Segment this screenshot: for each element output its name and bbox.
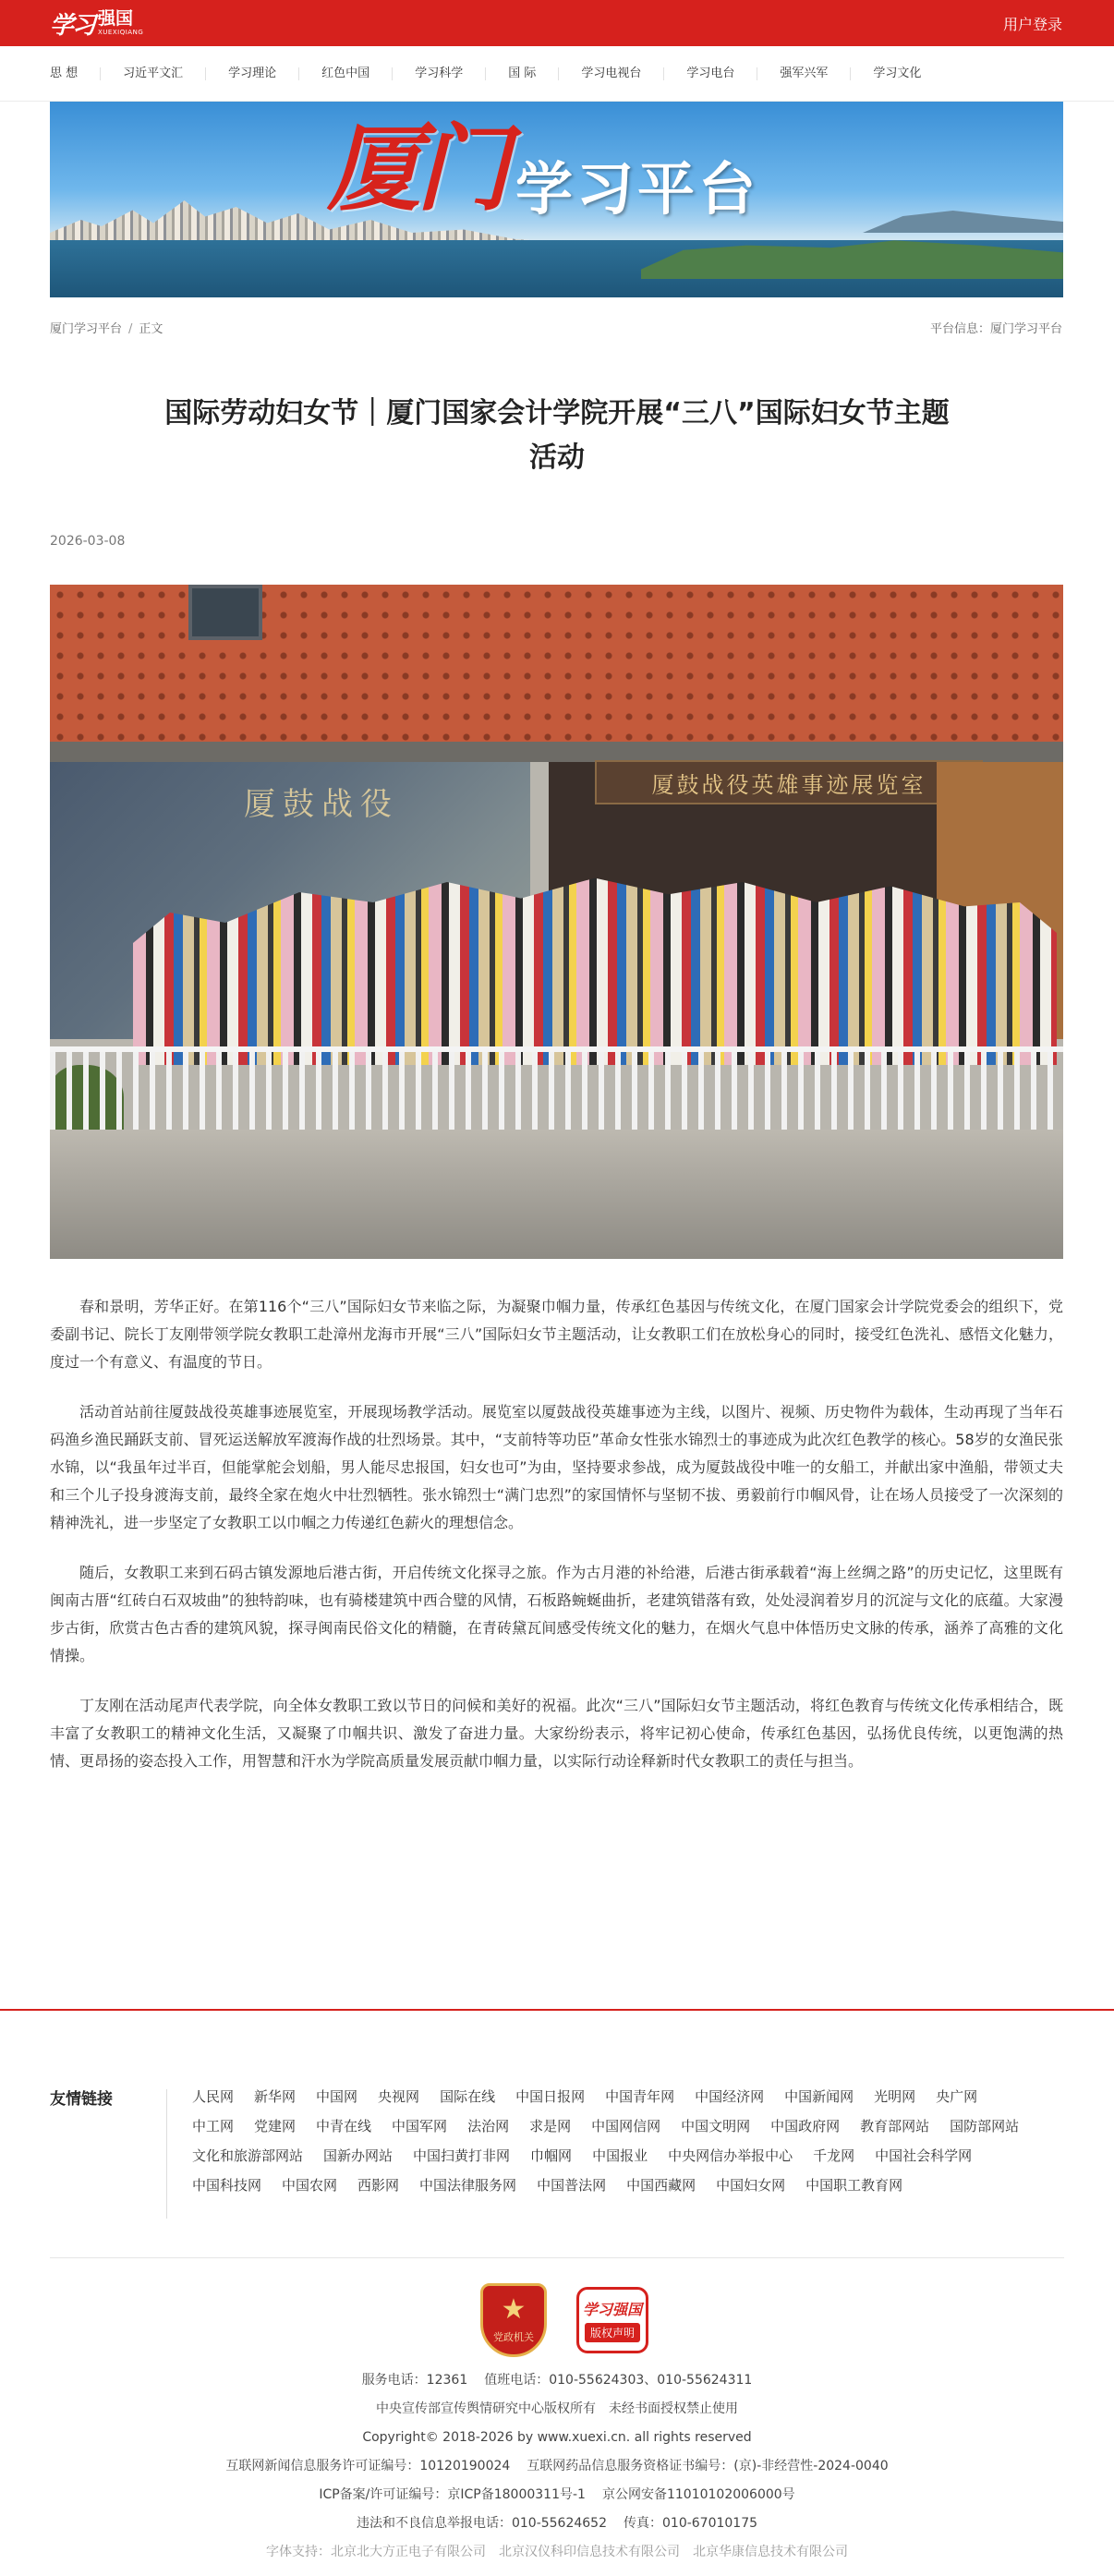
friend-link[interactable]: 光明网 bbox=[874, 2088, 916, 2105]
nav-item-military[interactable]: 强军兴军 bbox=[757, 67, 851, 80]
banner-title-platform: 学习平台 bbox=[515, 155, 760, 223]
article-date: 2026-03-08 bbox=[50, 534, 126, 549]
article-paragraph: 春和景明，芳华正好。在第116个“三八”国际妇女节来临之际，为凝聚巾帼力量，传承红色基因与传统文化，在厦门国家会计学院党委会的组织下，党委副书记、院长丁友刚带领学院女教职工赴漳州龙海市开展“三八”国际妇女节主题活动，让女教职工们在放松身心的同时，接受红色洗礼、感悟文化魅力，度过一个有意义、有温度的节日。 bbox=[50, 1298, 1063, 1371]
friend-link[interactable]: 中国报业 bbox=[592, 2147, 648, 2164]
nav-item-science[interactable]: 学习科学 bbox=[393, 67, 486, 80]
star-icon: ★ bbox=[501, 2293, 527, 2326]
friend-link[interactable]: 中国西藏网 bbox=[626, 2177, 696, 2194]
top-bar bbox=[0, 0, 1114, 46]
friend-link[interactable]: 教育部网站 bbox=[860, 2118, 930, 2135]
friend-link[interactable]: 西影网 bbox=[357, 2177, 400, 2194]
friend-link[interactable]: 中国普法网 bbox=[537, 2177, 607, 2194]
friend-link[interactable]: 中国科技网 bbox=[192, 2177, 262, 2194]
friend-link[interactable]: 文化和旅游部网站 bbox=[192, 2147, 304, 2164]
friend-link[interactable]: 中国经济网 bbox=[695, 2088, 765, 2105]
police-record[interactable]: 京公网安备11010102006000号 bbox=[601, 2487, 795, 2502]
friend-link[interactable]: 巾帼网 bbox=[530, 2147, 573, 2164]
photo-stone-wall bbox=[50, 1130, 1063, 1259]
friend-link[interactable]: 央视网 bbox=[378, 2088, 420, 2105]
copyright-badge-logo: 学习强国 bbox=[582, 2301, 642, 2318]
friend-link[interactable]: 千龙网 bbox=[813, 2147, 855, 2164]
article-paragraph: 随后，女教职工来到石码古镇发源地后港古街，开启传统文化探寻之旅。作为古月港的补给港，后港古街承载着“海上丝绸之路”的历史记忆，这里既有闽南古厝“红砖白石双坡曲”的独特韵味，也有骑楼建筑中西合璧的风情，石板路蜿蜒曲折，老建筑错落有致，处处浸润着岁月的沉淀与文化的底蕴。大家漫步古街，欣赏古色古香的建筑风貌，探寻闽南民俗文化的精髓，在青砖黛瓦间感受传统文化的魅力，在烟火气息中体悟历史文脉的传承，涵养了高雅的文化情操。 bbox=[50, 1564, 1063, 1664]
photo-railing bbox=[50, 1046, 1063, 1130]
friend-link[interactable]: 中工网 bbox=[192, 2118, 235, 2135]
nav-item-radio[interactable]: 学习电台 bbox=[664, 67, 757, 80]
friend-link[interactable]: 中国文明网 bbox=[681, 2118, 751, 2135]
copyright-line: Copyright© 2018-2026 by www.xuexi.cn. all rights reserved bbox=[362, 2430, 752, 2445]
article-photo bbox=[50, 585, 1063, 1259]
nav-item-tv[interactable]: 学习电视台 bbox=[559, 67, 664, 80]
friend-link[interactable]: 求是网 bbox=[529, 2118, 572, 2135]
friend-link[interactable]: 中青在线 bbox=[316, 2118, 372, 2135]
font-support: 字体支持：北京北大方正电子有限公司 北京汉仪科印信息技术有限公司 北京华康信息技术有限公司 bbox=[266, 2545, 848, 2559]
friend-link[interactable]: 中国新闻网 bbox=[784, 2088, 854, 2105]
logo-name: 强国 bbox=[98, 8, 134, 29]
friend-link[interactable]: 中国职工教育网 bbox=[805, 2177, 903, 2194]
breadcrumb bbox=[50, 319, 163, 336]
breadcrumb-separator: / bbox=[128, 322, 133, 336]
nav-item-theory[interactable]: 学习理论 bbox=[206, 67, 299, 80]
friend-link[interactable]: 中央网信办举报中心 bbox=[668, 2147, 793, 2164]
friend-link[interactable]: 中国日报网 bbox=[515, 2088, 586, 2105]
friend-link[interactable]: 中国网 bbox=[316, 2088, 358, 2105]
nav-item-xi-collection[interactable]: 习近平文汇 bbox=[101, 67, 206, 80]
copyright-owner: 中央宣传部宣传舆情研究中心版权所有 未经书面授权禁止使用 bbox=[376, 2401, 738, 2416]
copyright-badge[interactable] bbox=[576, 2287, 648, 2353]
friend-link[interactable]: 人民网 bbox=[192, 2088, 235, 2105]
friend-link[interactable]: 中国军网 bbox=[392, 2118, 448, 2135]
friend-link[interactable]: 央广网 bbox=[936, 2088, 978, 2105]
site-logo[interactable] bbox=[50, 4, 164, 42]
platform-info: 平台信息：厦门学习平台 bbox=[929, 322, 1062, 336]
friend-link[interactable]: 新华网 bbox=[254, 2088, 297, 2105]
footer-badges bbox=[480, 2283, 648, 2357]
icp-license[interactable]: ICP备案/许可证编号：京ICP备18000311号-1 bbox=[319, 2487, 586, 2502]
friend-link[interactable]: 法治网 bbox=[467, 2118, 510, 2135]
nav-item-thought[interactable]: 思 想 bbox=[50, 67, 101, 80]
logo-pinyin: XUEXIQIANG bbox=[98, 29, 144, 36]
banner-title-xiamen: 厦门 bbox=[327, 114, 504, 224]
footer-divider bbox=[0, 2009, 1114, 2011]
friend-links-label: 友情链接 bbox=[50, 2090, 113, 2109]
copyright-badge-label: 版权声明 bbox=[585, 2323, 640, 2342]
friend-link[interactable]: 中国网信网 bbox=[591, 2118, 661, 2135]
friend-link[interactable]: 国新办网站 bbox=[323, 2147, 394, 2164]
friend-link[interactable]: 中国扫黄打非网 bbox=[413, 2147, 511, 2164]
footer-info bbox=[0, 2366, 1114, 2567]
login-link[interactable]: 用户登录 bbox=[1002, 16, 1062, 33]
photo-hall-sign: 厦鼓战役英雄事迹展览室 bbox=[595, 760, 983, 804]
article-paragraph: 活动首站前往厦鼓战役英雄事迹展览室，开展现场教学活动。展览室以厦鼓战役英雄事迹为主线，以图片、视频、历史物件为载体，生动再现了当年石码渔乡渔民踊跃支前、冒死运送解放军渡海作战的壮烈场景。其中，“支前特等功臣”革命女性张水锦烈士的事迹成为此次红色教学的核心。58岁的女渔民张水锦，以“我虽年过半百，但能掌舵会划船，男人能尽忠报国，妇女也可”为由，坚持要求参战，成为厦鼓战役中唯一的女船工，并献出家中渔船，带领丈夫和三个儿子投身渡海支前，最终全家在炮火中壮烈牺牲。张水锦烈士“满门忠烈”的家国情怀与坚韧不拔、勇毅前行巾帼风骨，让在场人员接受了一次深刻的精神洗礼，进一步坚定了女教职工以巾帼之力传递红色薪火的理想信念。 bbox=[50, 1403, 1063, 1531]
news-license: 互联网新闻信息服务许可证编号：10120190024 bbox=[225, 2459, 511, 2473]
nav-item-red-china[interactable]: 红色中国 bbox=[299, 67, 393, 80]
friend-link[interactable]: 中国青年网 bbox=[605, 2088, 675, 2105]
service-phone: 服务电话：12361 bbox=[361, 2373, 468, 2388]
friend-link[interactable]: 中国妇女网 bbox=[716, 2177, 786, 2194]
friend-link[interactable]: 中国农网 bbox=[282, 2177, 338, 2194]
fax: 传真：010-67010175 bbox=[624, 2516, 758, 2531]
article-title: 国际劳动妇女节｜厦门国家会计学院开展“三八”国际妇女节主题 活动 bbox=[164, 397, 950, 474]
friend-link[interactable]: 国防部网站 bbox=[950, 2118, 1020, 2135]
drug-license: 互联网药品信息服务资格证书编号：(京)-非经营性-2024-0040 bbox=[527, 2459, 889, 2473]
article-body bbox=[50, 1293, 1063, 1797]
banner-island bbox=[641, 231, 1063, 279]
report-phone: 违法和不良信息举报电话：010-55624652 bbox=[356, 2516, 607, 2531]
gov-agency-badge-label: 党政机关 bbox=[493, 2331, 534, 2343]
gov-agency-badge[interactable] bbox=[480, 2283, 547, 2357]
article-paragraph: 丁友刚在活动尾声代表学院，向全体女教职工致以节日的问候和美好的祝福。此次“三八”国际妇女节主题活动，将红色教育与传统文化传承相结合，既丰富了女教职工的精神文化生活，又凝聚了巾帼共识、激发了奋进力量。大家纷纷表示，将牢记初心使命，传承红色基因，弘扬优良传统，以更饱满的热情、更昂扬的姿态投入工作，用智慧和汗水为学院高质量发展贡献巾帼力量，以实际行动诠释新时代女教职工的责任与担当。 bbox=[50, 1697, 1063, 1770]
nav-item-international[interactable]: 国 际 bbox=[486, 67, 559, 80]
breadcrumb-current: 正文 bbox=[139, 322, 163, 336]
main-nav bbox=[0, 46, 1114, 102]
friend-links bbox=[192, 2087, 1023, 2195]
friend-link[interactable]: 中国法律服务网 bbox=[419, 2177, 517, 2194]
breadcrumb-home[interactable]: 厦门学习平台 bbox=[50, 322, 123, 336]
friend-link[interactable]: 中国政府网 bbox=[770, 2118, 841, 2135]
xiamen-platform-banner bbox=[50, 102, 1063, 297]
duty-phone: 值班电话：010-55624303、010-55624311 bbox=[484, 2373, 753, 2388]
friend-link[interactable]: 中国社会科学网 bbox=[875, 2147, 973, 2164]
photo-mural-text: 厦鼓战役 bbox=[244, 786, 399, 823]
friend-link[interactable]: 党建网 bbox=[254, 2118, 297, 2135]
friend-link[interactable]: 国际在线 bbox=[440, 2088, 496, 2105]
nav-item-culture[interactable]: 学习文化 bbox=[873, 67, 922, 80]
logo-mark: 学习 bbox=[50, 11, 95, 40]
